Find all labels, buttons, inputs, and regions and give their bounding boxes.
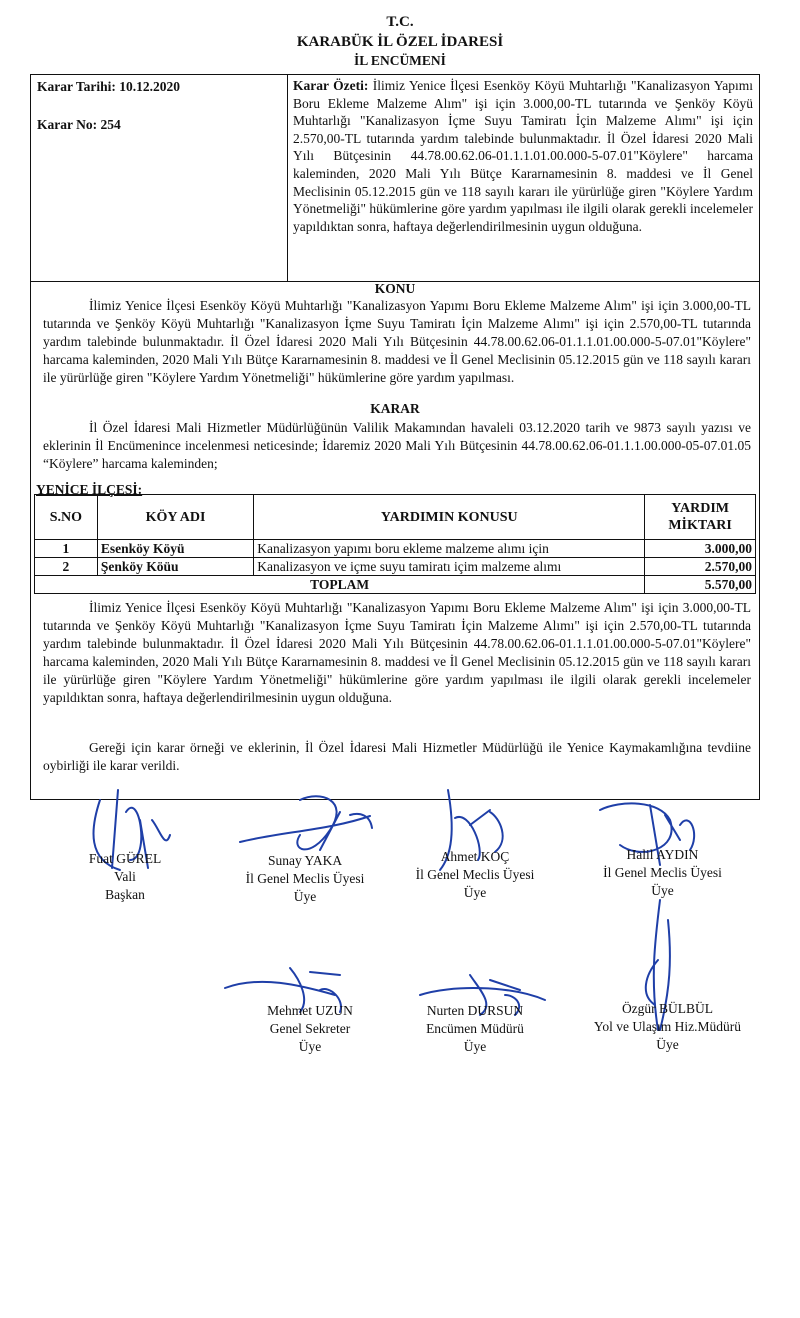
col-sno: S.NO (35, 495, 98, 540)
signatory-6 (400, 1002, 550, 1056)
signatory-role: Başkan (105, 887, 145, 902)
signatory-4 (580, 846, 745, 900)
signatory-title: İl Genel Meclis Üyesi (603, 865, 722, 880)
signatory-name: Ahmet KOÇ (440, 849, 510, 864)
signatory-title: Genel Sekreter (269, 1021, 351, 1036)
signatory-name: Nurten DURSUN (426, 1003, 524, 1018)
signatory-7 (575, 1000, 760, 1054)
signatory-name: Halil AYDIN (626, 847, 699, 862)
signatory-name: Fuat GÜREL (88, 851, 162, 866)
col-amount: YARDIM MİKTARI (645, 495, 756, 540)
signatory-title: İl Genel Meclis Üyesi (415, 867, 535, 882)
summary-label: Karar Özeti: (293, 78, 369, 93)
closing-text: İlimiz Yenice İlçesi Esenköy Köyü Muhtarlığı "Kanalizasyon Yapımı Boru Ekleme Malzeme Alım" işi için 3.000,00-TL tutarında ve Şenköy Köyü Muhtarlığı "Kanalizasyon İçme Suyu Tamiratı İçin Malzeme Alımı" işi için 2.570,00-TL tutarında yardım talebinde bulunmaktadır. İl Özel İdaresi 2020 Mali Yılı Bütçesinin 44.78.00.62.06-01.1.1.01.00.000-5-07.01"Köylere" harcama kaleminden, 2020 Mali Yılı Bütçe Kararnamesinin 8. maddesi ve İl Genel Meclisinin 05.12.2015 gün ve 118 sayılı kararı ile yürürlüğe giren "Köylere Yardım Yönetmeliği" hükümlerine göre yardım yapılması ile ilgili olarak gerekli incelemeler yapıldıktan sonra, haftaya değerlendirilmesinin uygun olduğuna. (43, 600, 751, 705)
header-tc: T.C. (386, 14, 414, 30)
col-subject: YARDIMIN KONUSU (254, 495, 645, 540)
decision-date: Karar Tarihi: 10.12.2020 (37, 79, 181, 94)
signatory-name: Sunay YAKA (267, 853, 343, 868)
total-value: 5.570,00 (645, 576, 756, 594)
cell-subject: Kanalizasyon yapımı boru ekleme malzeme alımı için (254, 540, 645, 558)
signatory-role: Üye (463, 885, 487, 900)
cell-subject: Kanalizasyon ve içme suyu tamiratı içim malzeme alımı (254, 558, 645, 576)
signatory-title: Encümen Müdürü (426, 1021, 524, 1036)
signatory-name: Mehmet UZUN (267, 1003, 353, 1018)
signatory-role: Üye (656, 1037, 679, 1052)
signatory-title: Vali (114, 869, 136, 884)
signatory-title: Yol ve Ulaşım Hiz.Müdürü (593, 1019, 742, 1034)
signatory-role: Üye (651, 883, 674, 898)
konu-title: KONU (374, 281, 416, 296)
cell-amount: 2.570,00 (645, 558, 756, 576)
konu-text: İlimiz Yenice İlçesi Esenköy Köyü Muhtarlığı "Kanalizasyon Yapımı Boru Ekleme Malzeme Alım" işi için 3.000,00-TL tutarında ve Şenköy Köyü Muhtarlığı "Kanalizasyon İçme Suyu Tamiratı İçin Malzeme Alımı" işi için 2.570,00-TL tutarında yardım talebinde bulunmaktadır. İl Özel İdaresi 2020 Mali Yılı Bütçesinin 44.78.00.62.06-01.1.1.01.00.000-5-07.01"Köylere" harcama kaleminden, 2020 Mali Yılı Bütçe Kararnamesinin 8. maddesi ve İl Genel Meclisinin 05.12.2015 gün ve 118 sayılı kararı ile yürürlüğe giren "Köylere Yardım Yönetmeliği" hükümlerine göre yardım yapılması. (43, 298, 751, 385)
karar-title: KARAR (370, 401, 420, 416)
karar-text: İl Özel İdaresi Mali Hizmetler Müdürlüğünün Valilik Makamından havaleli 03.12.2020 tarih ve 9873 sayılı yazısı ve eklerinin İl Encümenince incelenmesi neticesinde; İdaremiz 2020 Mali Yılı Bütçesinin 44.78.00.62.06-01.1.1.00.000-05-07.01.05 “Köylere” harcama kaleminden; (43, 420, 751, 471)
header-council: İL ENCÜMENİ (354, 53, 446, 68)
cell-village: Esenköy Köyü (97, 540, 253, 558)
cell-sno: 2 (35, 558, 98, 576)
col-village: KÖY ADI (97, 495, 253, 540)
signatory-role: Üye (298, 1039, 322, 1054)
signatory-role: Üye (463, 1039, 487, 1054)
total-label: TOPLAM (35, 576, 645, 594)
header-institution: KARABÜK İL ÖZEL İDARESİ (296, 34, 504, 50)
signatory-role: Üye (293, 889, 317, 904)
district-label: YENİCE İLÇESİ: (36, 482, 143, 497)
cell-sno: 1 (35, 540, 98, 558)
signatory-3 (395, 848, 555, 902)
signatory-2 (225, 852, 385, 906)
decision-number: Karar No: 254 (37, 117, 121, 132)
summary-text: İlimiz Yenice İlçesi Esenköy Köyü Muhtarlığı "Kanalizasyon Yapımı Boru Ekleme Malzeme Alım" işi için 3.000,00-TL tutarında ve Şenköy Köyü Muhtarlığı "Kanalizasyon İçme Suyu Tamiratı İçin Malzeme Alımı" işi için 2.570,00-TL tutarında yardım talebinde bulunmaktadır. İl Özel İdaresi 2020 Mali Yılı Bütçesinin 44.78.00.62.06-01.1.1.01.00.000-5-07.01"Köylere" harcama kaleminden, 2020 Mali Yılı Bütçe Kararnamesinin 8. maddesi ve İl Genel Meclisinin 05.12.2015 gün ve 118 sayılı kararı ile yürürlüğe giren "Köylere Yardım Yönetmeliği" hükümlerine göre yardım yapılması ile ilgili olarak gerekli incelemeler yapıldıktan sonra, haftaya değerlendirilmesinin uygun olduğuna. (293, 78, 754, 234)
signatory-name: Özgür BÜLBÜL (621, 1001, 714, 1016)
cell-amount: 3.000,00 (645, 540, 756, 558)
signatory-5 (235, 1002, 385, 1056)
closing-distribution: Gereği için karar örneği ve eklerinin, İl Özel İdaresi Mali Hizmetler Müdürlüğü ile Yenice Kaymakamlığına tevdiine oybirliği ile karar verildi. (43, 740, 751, 773)
signatory-title: İl Genel Meclis Üyesi (245, 871, 365, 886)
signatory-1 (70, 850, 180, 904)
cell-village: Şenköy Köüu (97, 558, 253, 576)
